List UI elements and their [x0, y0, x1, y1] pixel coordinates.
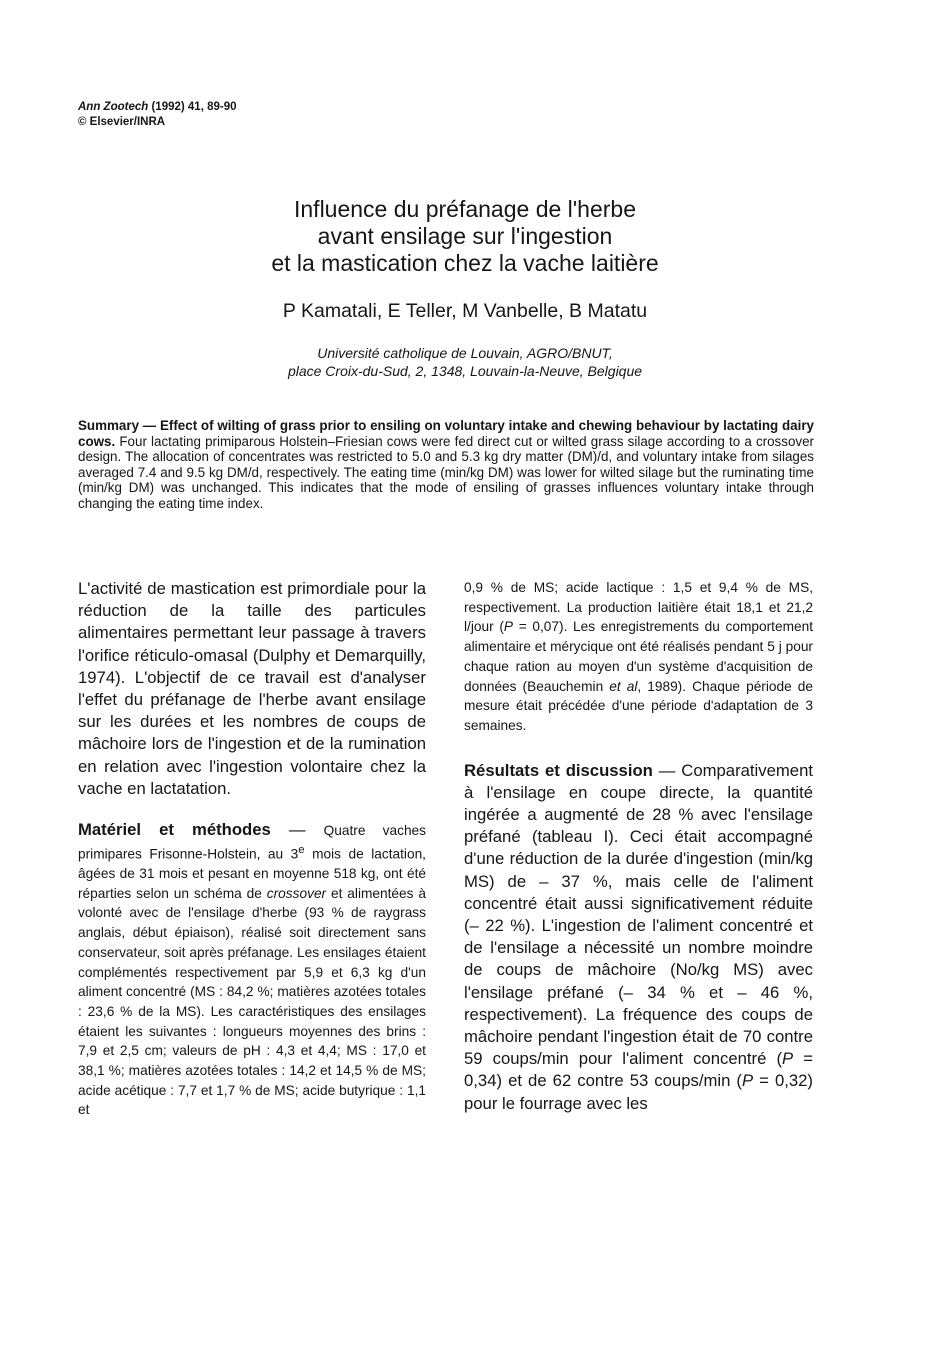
results-p-value-2: P — [741, 1071, 754, 1091]
methods-cont-2: = 0,07). Les enregistrements du comportement alimentaire et mérycique ont été réalisés pendant 5 j pour chaque ration au moyen d'un système d'acquisition de données (Beauchemin — [464, 619, 813, 694]
methods-continuation-paragraph — [464, 578, 813, 736]
results-text-2: = 0,34) et de 62 contre 53 coups/min ( — [464, 1049, 813, 1091]
methods-dash: — — [270, 820, 324, 840]
summary-text: Four lactating primiparous Holstein–Friesian cows were fed direct cut or wilted grass silage according to a crossover design. The allocation of concentrates was restricted to 5.0 and 5.3 kg dry matter (DM)/d, and voluntary intake from silages averaged 7.4 and 9.5 kg DM/d, respectively. The eating time (min/kg DM) was lower for wilted silage but the ruminating time (min/kg DM) was unchanged. This indicates that the mode of ensiling of grasses influences voluntary intake through changing the eating time index. — [78, 433, 814, 511]
author-list: P Kamatali, E Teller, M Vanbelle, B Matatu — [282, 300, 648, 322]
left-column — [78, 578, 426, 1120]
results-dash: — — [652, 760, 682, 780]
results-p-value-1: P — [782, 1049, 794, 1069]
methods-et-al: et al — [609, 678, 638, 694]
methods-text-1: Quatre vaches primipares Frisonne-Holstein, au 3 — [78, 823, 427, 862]
results-text-1: Comparativement à l'ensilage en coupe directe, la quantité ingérée a augmenté de 28 % avec l'ensilage préfané (tableau I). Ceci était accompagné d'une réduction de la durée d'ingestion (min/kg MS) de – 37 %, mais celle de l'aliment concentré était aussi significativement réduite (– 22 %). L'ingestion de l'aliment concentré et de l'ensilage a nécessité un nombre moindre de coups de mâchoire (No/kg MS) avec l'ensilage préfané (– 34 % et – 46 %, respectivement). La fréquence des coups de mâchoire pendant l'ingestion était de 70 contre 59 coups/min pour l'aliment concentré ( — [464, 760, 813, 1069]
summary-heading: Summary — Effect of wilting of grass prior to ensiling on voluntary intake and chewing behaviour by lactating dairy cows. — [78, 418, 814, 449]
results-heading: Résultats et discussion — [464, 760, 653, 780]
journal-copyright: © Elsevier/INRA — [78, 116, 166, 128]
affiliation — [0, 344, 930, 380]
title-line-3: et la mastication chez la vache laitière — [271, 250, 659, 276]
journal-volume-pages: (1992) 41, 89-90 — [148, 101, 237, 113]
title-line-2: avant ensilage sur l'ingestion — [317, 223, 613, 249]
methods-cont-3: , 1989). Chaque période de mesure était précédée d'une période d'adaptation de 3 semaines. — [464, 678, 814, 733]
journal-header — [78, 100, 237, 130]
results-text-3: = 0,32) pour le fourrage avec les — [464, 1071, 813, 1113]
methods-crossover: crossover — [266, 885, 327, 901]
journal-name: Ann Zootech — [78, 101, 149, 113]
article-title — [0, 196, 930, 277]
intro-paragraph: L'activité de mastication est primordiale pour la réduction de la taille des particules alimentaires permettant leur passage à travers l'orifice réticulo-omasal (Dulphy et Demarquilly, 1974). L'objectif de ce travail est d'analyser l'effet du préfanage de l'herbe avant ensilage sur les durées et les nombres de coups de mâchoire lors de l'ingestion et de la rumination en relation avec l'ingestion volontaire chez la vache en lactatation. — [78, 579, 426, 798]
methods-text-2: mois de lactation, âgées de 31 mois et pesant en moyenne 518 kg, ont été réparties selon un schéma de — [78, 846, 426, 901]
title-line-1: Influence du préfanage de l'herbe — [294, 196, 636, 222]
methods-heading: Matériel et méthodes — [78, 820, 271, 840]
affiliation-line-1: Université catholique de Louvain, AGRO/BNUT, — [317, 345, 613, 361]
methods-p-value: P — [503, 619, 514, 635]
summary-paragraph — [78, 418, 814, 512]
right-column — [464, 578, 813, 1115]
methods-superscript: e — [298, 843, 305, 856]
methods-paragraph — [78, 820, 426, 1120]
methods-text-3: et alimentées à volonté avec de l'ensilage d'herbe (93 % de raygrass anglais, début épiaison), réalisé soit directement sans conservateur, soit après préfanage. Les ensilages étaient complémentés respectivement par 5,9 et 6,3 kg d'un aliment concentré (MS : 84,2 %; matières azotées totales : 23,6 % de la MS). Les caractéristiques des ensilages étaient les suivantes : longueurs moyennes des brins : 7,9 et 2,5 cm; valeurs de pH : 4,3 et 4,4; MS : 17,0 et 38,1 %; matières azotées totales : 14,2 et 14,5 % de MS; acide acétique : 7,7 et 1,7 % de MS; acide butyrique : 1,1 et — [78, 885, 426, 1118]
affiliation-line-2: place Croix-du-Sud, 2, 1348, Louvain-la-Neuve, Belgique — [287, 363, 643, 379]
results-paragraph — [464, 760, 813, 1115]
journal-citation — [78, 100, 237, 115]
methods-cont-1: 0,9 % de MS; acide lactique : 1,5 et 9,4 % de MS, respectivement. La production laitière était 18,1 et 21,2 l/jour ( — [464, 580, 813, 635]
